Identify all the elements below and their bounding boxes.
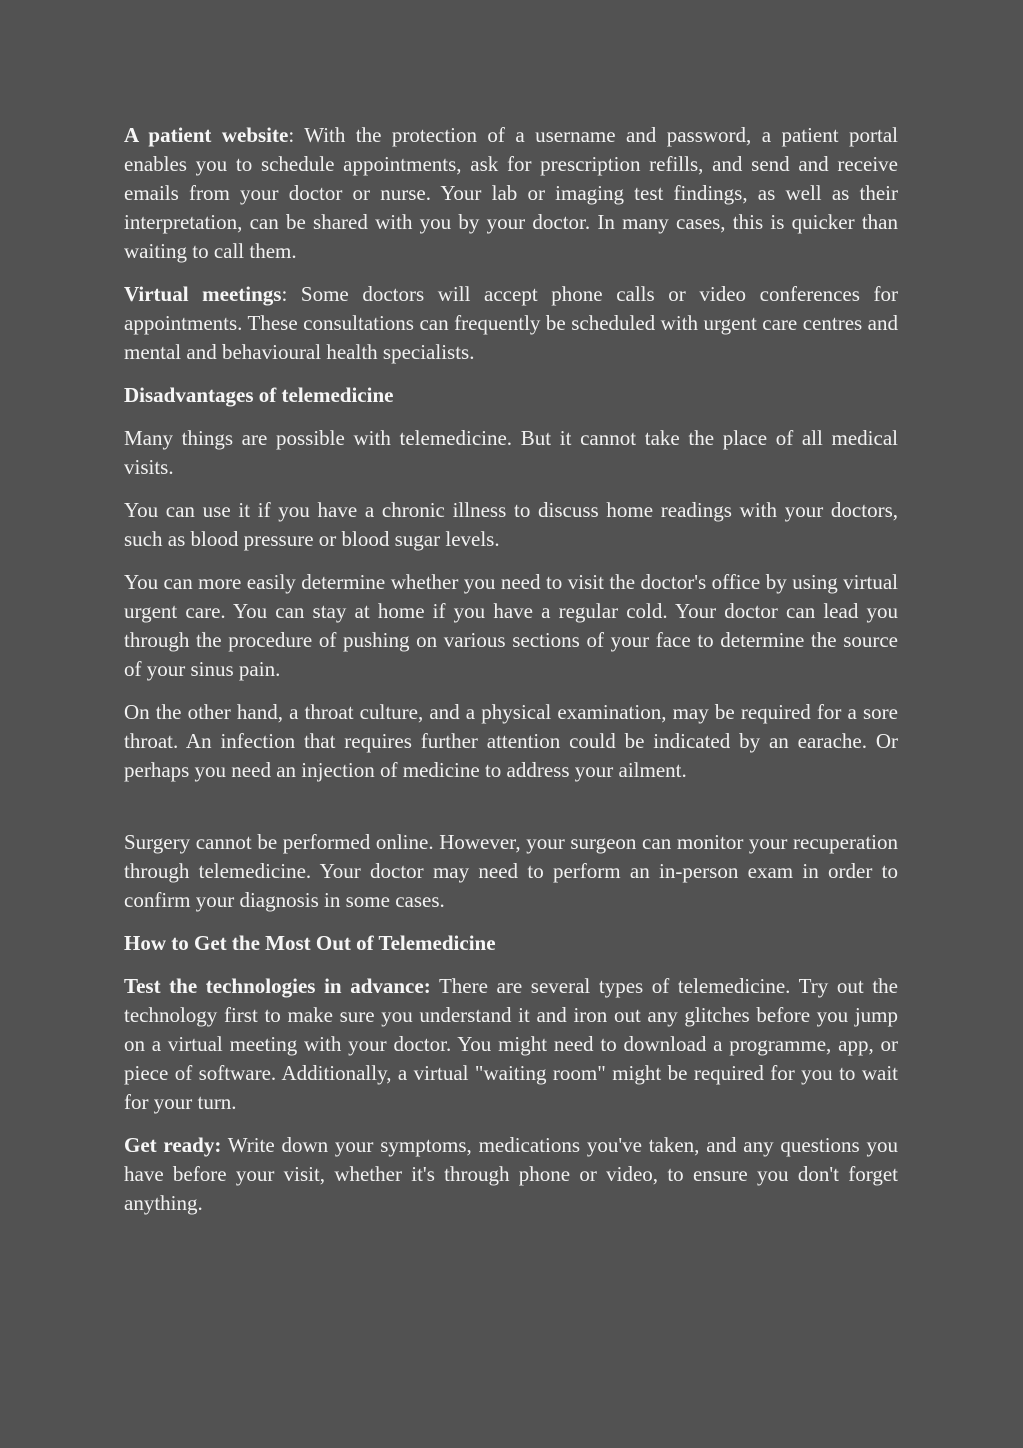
get-ready-paragraph <box>124 1131 898 1218</box>
patient-website-text: : With the protection of a username and password, a patient portal enables you to schedule appointments, ask for prescription refills, and send and receive emails from your doctor or nurse. Your lab or imaging test findings, as well as their interpretation, can be shared with you by your doctor. In many cases, this is quicker than waiting to call them. <box>124 123 898 263</box>
other-hand-paragraph: On the other hand, a throat culture, and a physical examination, may be required for a sore throat. An infection that requires further attention could be indicated by an earache. Or perhaps you need an injection of medicine to address your ailment. <box>124 700 898 782</box>
virtual-meetings-paragraph <box>124 280 898 367</box>
virtual-meetings-text: : Some doctors will accept phone calls or video conferences for appointments. These consultations can frequently be scheduled with urgent care centres and mental and behavioural health specialists. <box>124 282 898 364</box>
patient-website-lead: A patient website <box>124 123 289 147</box>
chronic-illness-paragraph: You can use it if you have a chronic illness to discuss home readings with your doctors, such as blood pressure or blood sugar levels. <box>124 498 898 551</box>
virtual-meetings-lead: Virtual meetings <box>124 282 282 306</box>
test-technologies-text: There are several types of telemedicine. Try out the technology first to make sure you understand it and iron out any glitches before you jump on a virtual meeting with your doctor. You might need to download a programme, app, or piece of software. Additionally, a virtual "waiting room" might be required for you to wait for your turn. <box>124 974 898 1114</box>
urgent-care-paragraph: You can more easily determine whether you need to visit the doctor's office by using virtual urgent care. You can stay at home if you have a regular cold. Your doctor can lead you through the procedure of pushing on various sections of your face to determine the source of your sinus pain. <box>124 570 898 681</box>
paragraph-spacer <box>124 799 898 828</box>
disadvantages-heading: Disadvantages of telemedicine <box>124 383 394 407</box>
test-technologies-paragraph <box>124 972 898 1117</box>
surgery-paragraph: Surgery cannot be performed online. However, your surgeon can monitor your recuperation through telemedicine. Your doctor may need to perform an in-person exam in order to confirm your diagnosis in some cases. <box>124 830 898 912</box>
many-things-paragraph: Many things are possible with telemedicine. But it cannot take the place of all medical visits. <box>124 426 898 479</box>
patient-website-paragraph <box>124 121 898 266</box>
get-ready-text: Write down your symptoms, medications you've taken, and any questions you have before your visit, whether it's through phone or video, to ensure you don't forget anything. <box>124 1133 898 1215</box>
most-out-heading: How to Get the Most Out of Telemedicine <box>124 931 496 955</box>
document-page <box>124 121 898 1232</box>
test-technologies-lead: Test the technologies in advance: <box>124 974 431 998</box>
get-ready-lead: Get ready: <box>124 1133 222 1157</box>
